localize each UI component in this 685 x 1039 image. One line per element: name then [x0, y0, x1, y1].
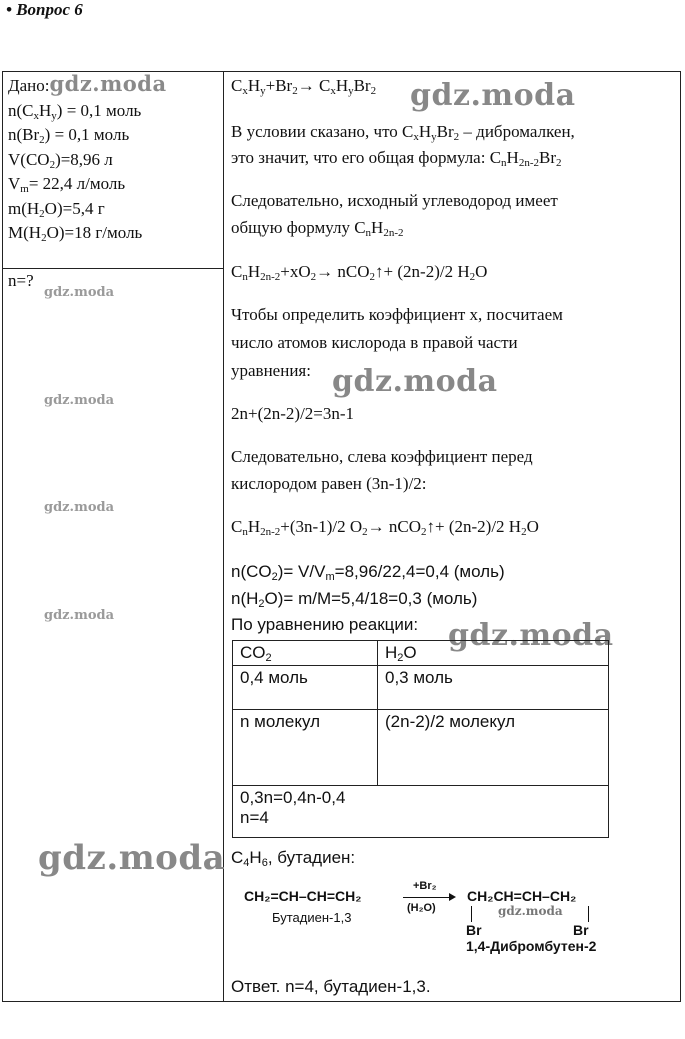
given-molar-mass-h2o: $M(H_2O)=18$ г/моль: [8, 223, 143, 244]
watermark: gdz.moda: [498, 904, 563, 918]
table-cell: (2n-2)/2 молекул: [378, 710, 609, 786]
reactant-formula: CH₂=CH–CH=CH₂: [244, 888, 362, 904]
table-header-h2o: $H_2O$: [378, 641, 609, 666]
watermark: gdz.moda: [49, 71, 167, 96]
watermark: gdz.moda: [44, 608, 115, 623]
paragraph-oxygen-count-1: Чтобы определить коэффициент x, посчитаем: [231, 305, 563, 324]
bond-line: [588, 906, 589, 922]
paragraph-hydrocarbon: Следовательно, исходный углеводород имеет: [231, 191, 558, 210]
paragraph-coefficient-2: кислородом равен (3n-1)/2:: [231, 474, 427, 493]
find-n: n=?: [8, 271, 34, 290]
reagent-top: +Br₂: [413, 880, 437, 892]
bromine-right: Br: [573, 922, 589, 938]
reaction-bromination: $C_xH_y+Br_2\to C_xH_yBr_2$: [231, 76, 377, 97]
product-name: 1,4-Дибромбутен-2: [466, 938, 597, 954]
paragraph-oxygen-count-3: уравнения:: [231, 361, 311, 380]
paragraph-hydrocarbon-formula: общую формулу $C_nH_{2n-2}$: [231, 218, 404, 239]
question-heading: • Вопрос 6: [6, 0, 83, 19]
result-formula: $C_4H_6$, бутадиен:: [231, 848, 356, 869]
reaction-arrow: [403, 897, 453, 898]
given-label: Дано:: [8, 76, 50, 95]
paragraph-general-formula: это значит, что его общая формула: $C_nH_{2n-2}Br_2$: [231, 148, 562, 169]
watermark: gdz.moda: [332, 364, 498, 399]
given-n-cxhy: $n(C_xH_y) = 0,1$ моль: [8, 100, 142, 122]
table-header-co2: $CO_2$: [233, 641, 378, 666]
watermark: gdz.moda: [448, 618, 614, 653]
proportion-table: [232, 640, 609, 838]
calc-n-co2: $n(CO_2)= V/V_m=8,96/22,4=0,4$ (моль): [231, 562, 505, 583]
bromine-left: Br: [466, 922, 482, 938]
table-result-cell: 0,3n=0,4n-0,4 n=4: [233, 786, 609, 838]
reagent-bottom: (H₂O): [407, 902, 436, 914]
given-vm: $V_m= 22,4$ л/моль: [8, 174, 126, 195]
table-cell: n молекул: [233, 710, 378, 786]
by-equation-label: По уравнению реакции:: [231, 615, 419, 634]
equation-oxygen-atoms: 2n+(2n-2)/2=3n-1: [231, 404, 355, 423]
paragraph-oxygen-count-2: число атомов кислорода в правой части: [231, 333, 518, 352]
given-divider: [2, 268, 224, 269]
watermark: gdz.moda: [44, 285, 115, 300]
watermark: gdz.moda: [44, 500, 115, 515]
given-block: [8, 72, 167, 246]
watermark: gdz.moda: [38, 838, 226, 878]
table-cell: 0,3 моль: [378, 666, 609, 710]
table-cell: 0,4 моль: [233, 666, 378, 710]
watermark: gdz.moda: [44, 393, 115, 408]
arrow-head-icon: [449, 893, 456, 901]
calc-n-h2o: $n(H_2O)= m/M=5,4/18=0,3$ (моль): [231, 589, 478, 610]
paragraph-coefficient-1: Следовательно, слева коэффициент перед: [231, 447, 533, 466]
reaction-combustion-final: $C_nH_{2n-2}+(3n-1)/2$ $O_2\to$ nCO$_2$↑+ (2n-2)/2 $H_2O$: [231, 517, 539, 538]
answer: Ответ. n=4, бутадиен-1,3.: [231, 977, 431, 996]
bond-line: [471, 906, 472, 922]
given-m-h2o: $m(H_2O)=5,4$ г: [8, 198, 105, 220]
watermark: gdz.moda: [410, 78, 576, 113]
paragraph-dibromoalkene: В условии сказано, что $C_xH_yBr_2$ – дибромалкен,: [231, 122, 575, 143]
given-n-br2: $n(Br_2) = 0,1$ моль: [8, 125, 130, 146]
reaction-combustion-x: $C_nH_{2n-2}+xO_2\to$ nCO$_2$↑+ (2n-2)/2 $H_2O$: [231, 262, 488, 283]
reactant-name: Бутадиен-1,3: [272, 910, 352, 925]
product-formula: CH₂CH=CH–CH₂: [467, 888, 577, 904]
given-v-co2: $V(CO_2)=8,96$ л: [8, 149, 113, 171]
